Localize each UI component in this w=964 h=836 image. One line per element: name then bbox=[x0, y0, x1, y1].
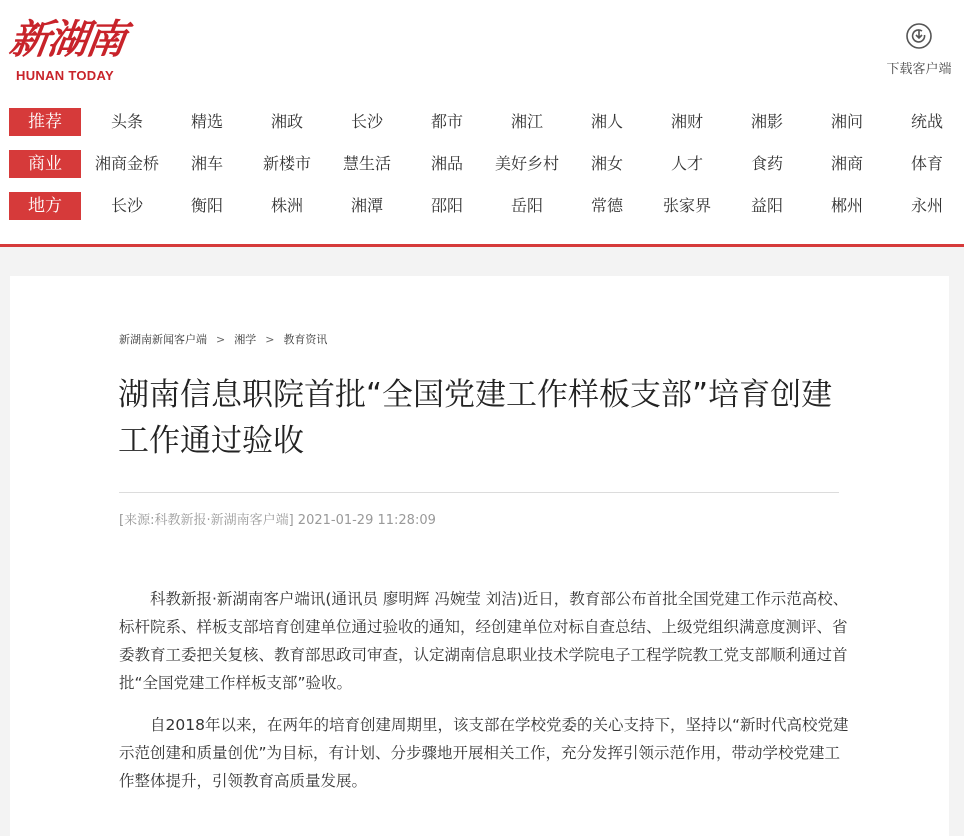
article-card bbox=[10, 276, 949, 836]
nav-row-local bbox=[9, 192, 955, 220]
breadcrumb-separator: > bbox=[265, 333, 275, 346]
nav-item[interactable]: 张家界 bbox=[662, 196, 711, 215]
nav-item[interactable]: 岳阳 bbox=[510, 196, 543, 215]
nav-item[interactable]: 湘商 bbox=[830, 154, 863, 173]
nav-item[interactable]: 湘潭 bbox=[350, 196, 383, 215]
download-app-button[interactable] bbox=[882, 22, 956, 77]
nav-item[interactable]: 体育 bbox=[910, 154, 943, 173]
nav-item[interactable]: 美好乡村 bbox=[494, 154, 559, 173]
site-header bbox=[0, 0, 964, 247]
nav-tag-recommend[interactable]: 推荐 bbox=[9, 108, 81, 136]
article-paragraph: 自2018年以来，在两年的培育创建周期里，该支部在学校党委的关心支持下，坚持以“新时代高校党建示范创建和质量创优”为目标，有计划、分步骤地开展相关工作，充分发挥引领示范作用，带动学校党建工作整体提升，引领教育高质量发展。 bbox=[119, 716, 849, 790]
nav-item[interactable]: 湘财 bbox=[670, 112, 703, 131]
article-datetime: 2021-01-29 11:28:09 bbox=[297, 513, 436, 528]
breadcrumb-separator: > bbox=[216, 333, 226, 346]
breadcrumb-item-section[interactable]: 湘学 bbox=[234, 333, 257, 346]
nav-item[interactable]: 新楼市 bbox=[262, 154, 311, 173]
breadcrumb-item-category[interactable]: 教育资讯 bbox=[283, 333, 328, 346]
nav-item[interactable]: 湘女 bbox=[590, 154, 623, 173]
nav-item[interactable]: 湘商金桥 bbox=[94, 154, 159, 173]
nav-item[interactable]: 头条 bbox=[110, 112, 143, 131]
download-circle-icon bbox=[905, 22, 933, 50]
logo-english-text: HUNAN TODAY bbox=[16, 68, 114, 83]
nav-item[interactable]: 长沙 bbox=[350, 112, 383, 131]
breadcrumb bbox=[119, 331, 327, 347]
nav-item[interactable]: 湘车 bbox=[190, 154, 223, 173]
article-title: 湖南信息职院首批“全国党建工作样板支部”培育创建工作通过验收 bbox=[118, 377, 833, 459]
nav-item[interactable]: 精选 bbox=[190, 112, 223, 131]
site-logo[interactable] bbox=[6, 14, 130, 86]
download-label: 下载客户端 bbox=[886, 62, 952, 77]
nav-item[interactable]: 益阳 bbox=[750, 196, 783, 215]
nav-item[interactable]: 常德 bbox=[590, 196, 623, 215]
nav-item[interactable]: 湘政 bbox=[270, 112, 303, 131]
article-source: [来源:科教新报·新湖南客户端] bbox=[119, 513, 294, 528]
article-meta bbox=[119, 509, 436, 528]
nav-item[interactable]: 长沙 bbox=[110, 196, 143, 215]
logo-chinese-text: 新湖南 bbox=[6, 16, 128, 63]
nav-item[interactable]: 株洲 bbox=[270, 196, 303, 215]
category-nav bbox=[9, 108, 955, 234]
nav-item[interactable]: 统战 bbox=[910, 112, 943, 131]
nav-item[interactable]: 湘品 bbox=[430, 154, 463, 173]
nav-item[interactable]: 湘问 bbox=[830, 112, 863, 131]
title-divider bbox=[119, 492, 839, 493]
nav-item[interactable]: 慧生活 bbox=[342, 154, 391, 173]
article-body bbox=[119, 585, 849, 809]
nav-item[interactable]: 湘人 bbox=[590, 112, 623, 131]
nav-tag-local[interactable]: 地方 bbox=[9, 192, 81, 220]
nav-item[interactable]: 都市 bbox=[430, 112, 463, 131]
nav-item[interactable]: 衡阳 bbox=[190, 196, 223, 215]
nav-item[interactable]: 湘江 bbox=[510, 112, 543, 131]
nav-item[interactable]: 人才 bbox=[670, 154, 703, 173]
nav-item[interactable]: 湘影 bbox=[750, 112, 783, 131]
nav-tag-business[interactable]: 商业 bbox=[9, 150, 81, 178]
nav-item[interactable]: 食药 bbox=[750, 154, 783, 173]
nav-item[interactable]: 永州 bbox=[910, 196, 943, 215]
nav-row-recommend bbox=[9, 108, 955, 136]
nav-item[interactable]: 邵阳 bbox=[430, 196, 463, 215]
breadcrumb-item-home[interactable]: 新湖南新闻客户端 bbox=[119, 333, 207, 346]
article-paragraph: 科教新报·新湖南客户端讯(通讯员 廖明辉 冯婉莹 刘洁)近日，教育部公布首批全国党建工作示范高校、标杆院系、样板支部培育创建单位通过验收的通知，经创建单位对标自查总结、上级党组织满意度测评、省委教育工委把关复核、教育部思政司审查，认定湖南信息职业技术学院电子工程学院教工党支部顺利通过首批“全国党建工作样板支部”验收。 bbox=[119, 590, 849, 692]
nav-row-business bbox=[9, 150, 955, 178]
nav-item[interactable]: 郴州 bbox=[830, 196, 863, 215]
